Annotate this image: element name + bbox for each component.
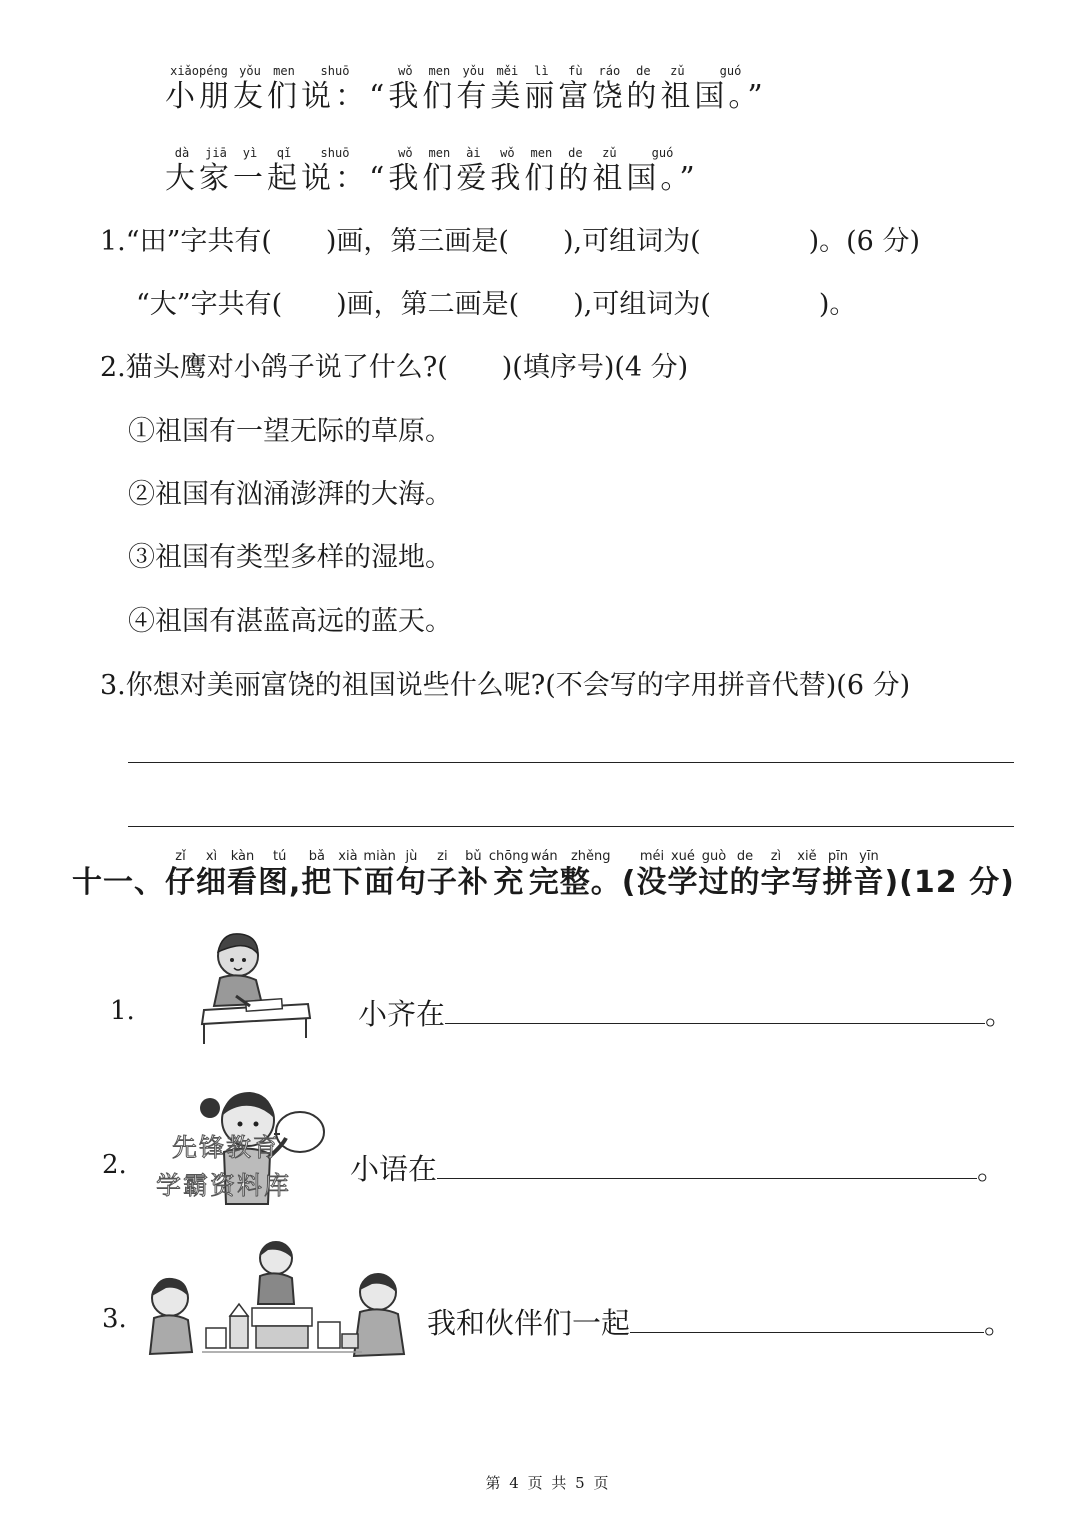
poem-line-2-char-4	[301, 146, 369, 198]
poem-line-2-pinyin: dà	[174, 146, 190, 160]
question-1-line-2: “大”字共有( )画，第二画是( ),可组词为( )。	[136, 289, 857, 320]
section-11-heading-pinyin: xué	[670, 849, 695, 864]
watermark-line-1: 先锋教育	[172, 1133, 281, 1162]
item-1-blank[interactable]	[445, 995, 985, 1024]
poem-line-1-pinyin: zǔ	[670, 64, 685, 78]
section-11-heading-hanzi: 没	[636, 865, 668, 900]
poem-line-1-pinyin: guó	[719, 64, 742, 78]
poem-line-1-hanzi: 说：	[301, 79, 369, 114]
poem-line-2-hanzi: 的	[558, 161, 593, 196]
item-2-prefix: 小语在	[350, 1152, 438, 1186]
question-2-stem: 2.猫头鹰对小鸽子说了什么?( )(填序号)(4 分)	[100, 352, 689, 383]
section-11-heading-pinyin: pīn	[827, 849, 848, 864]
section-11-heading-hanzi: 下	[332, 865, 364, 900]
item-3-prefix: 我和伙伴们一起	[427, 1306, 631, 1340]
item-1-sentence	[358, 992, 1014, 1033]
section-11-heading-char-2	[196, 850, 227, 902]
section-11-heading-pinyin: bǔ	[465, 849, 482, 864]
section-11-heading-char-21	[822, 850, 853, 902]
poem-line-1-pinyin: fù	[568, 64, 583, 78]
section-11-heading-hanzi: 音	[853, 865, 885, 900]
poem-line-2-char-13	[626, 146, 698, 198]
item-2-sentence	[350, 1147, 1006, 1188]
section-11-heading-char-1	[165, 850, 196, 902]
item-1-end: 。	[985, 997, 1015, 1031]
section-11-heading-char-9	[427, 850, 458, 902]
poem-line-2-pinyin: de	[568, 146, 583, 160]
section-11-heading-pinyin: miàn	[363, 849, 396, 864]
poem-line-2-char-10	[524, 146, 558, 198]
poem-line-2-char-12	[592, 146, 626, 198]
option-2: ②祖国有汹涌澎湃的大海。	[128, 479, 452, 510]
poem-line-1-pinyin: wǒ	[398, 64, 413, 78]
poem-line-2-char-1	[199, 146, 233, 198]
poem-line-1-char-10	[558, 64, 592, 116]
section-11-heading-pinyin: zi	[437, 849, 448, 864]
kids-blocks-illustration	[142, 1236, 414, 1366]
poem-line-1-hanzi: 我	[388, 79, 423, 114]
watermark-line-2: 学霸资料库	[156, 1171, 292, 1200]
poem-line-2-char-6	[388, 146, 422, 198]
section-11-heading-char-8	[396, 850, 427, 902]
poem-line-1-hanzi: 们	[422, 79, 457, 114]
poem-line-2-pinyin: guó	[651, 146, 674, 160]
section-11-heading-hanzi: 完	[528, 865, 560, 900]
poem-line-1-hanzi: 饶	[592, 79, 627, 114]
poem-line-1-pinyin: měi	[496, 64, 519, 78]
poem-line-1-pinyin: yǒu	[239, 64, 261, 78]
item-2-number: 2.	[102, 1150, 127, 1180]
section-11-heading-hanzi: 写	[791, 865, 823, 900]
poem-line-1-char-14	[694, 64, 766, 116]
poem-line-2-hanzi: 大	[165, 161, 199, 196]
poem-line-1-hanzi: 的	[626, 79, 661, 114]
poem-line-1-char-1	[233, 64, 267, 116]
item-3-end: 。	[984, 1306, 1014, 1340]
poem-line-1-pinyin: lì	[534, 64, 549, 78]
section-11-heading-hanzi: 把	[301, 865, 333, 900]
poem-line-1-pinyin: men	[273, 64, 295, 78]
poem-line-2-hanzi: 起	[267, 161, 301, 196]
section-11-heading-char-4	[258, 850, 301, 902]
section-11-heading-char-19	[760, 850, 791, 902]
poem-line-1-char-2	[267, 64, 301, 116]
poem-line-1-hanzi: 们	[267, 79, 301, 114]
section-11-heading-hanzi: 的	[729, 865, 761, 900]
poem-line-2-hanzi: 国。”	[626, 161, 699, 196]
section-11-heading-char-13	[560, 850, 622, 902]
answer-line-1[interactable]	[128, 762, 1014, 763]
poem-line-1-pinyin: de	[636, 64, 651, 78]
section-11-heading-hanzi: 图,	[258, 865, 302, 900]
section-11-heading-char-12	[529, 850, 560, 902]
item-2-end: 。	[977, 1152, 1007, 1186]
poem-line-2-char-0	[165, 146, 199, 198]
poem-line-2-pinyin: wǒ	[398, 146, 413, 160]
section-11-heading-pinyin: tú	[273, 849, 287, 864]
poem-line-2-char-3	[267, 146, 301, 198]
poem-line-2-char-7	[422, 146, 456, 198]
section-11-heading-pinyin: zǐ	[175, 849, 186, 864]
section-11-heading-pinyin: xì	[205, 849, 218, 864]
poem-line-1-hanzi: 美	[490, 79, 525, 114]
section-11-heading-pinyin: zhěng	[570, 849, 611, 864]
poem-line-1-hanzi: 丽	[524, 79, 559, 114]
poem-line-2-hanzi: 们	[422, 161, 457, 196]
poem-line-1-hanzi: 富	[558, 79, 593, 114]
poem-line-1-hanzi: 友	[233, 79, 267, 114]
poem-line-1-pinyin: yǒu	[462, 64, 485, 78]
poem-line-2-char-11	[558, 146, 592, 198]
poem-line-1-hanzi: 小朋	[165, 79, 233, 114]
item-3-sentence	[427, 1301, 1013, 1342]
section-11-heading-pinyin: kàn	[230, 849, 255, 864]
question-3-stem: 3.你想对美丽富饶的祖国说些什么呢?(不会写的字用拼音代替)(6 分)	[100, 670, 911, 701]
poem-line-1	[165, 64, 767, 116]
option-3: ③祖国有类型多样的湿地。	[128, 542, 452, 573]
poem-line-1-hanzi: 祖	[660, 79, 695, 114]
section-11-heading-hanzi: 字	[760, 865, 792, 900]
poem-line-1-pinyin: men	[428, 64, 451, 78]
page-footer: 第 4 页 共 5 页	[485, 1474, 611, 1492]
poem-line-2	[165, 146, 699, 198]
poem-line-2-pinyin: qǐ	[276, 146, 292, 160]
section-11-heading-pinyin: yīn	[859, 849, 879, 864]
section-11-heading-char-17	[698, 850, 729, 902]
section-11-heading-char-3	[227, 850, 258, 902]
section-11-heading-hanzi: 十一、	[72, 865, 165, 900]
answer-line-2[interactable]	[128, 826, 1014, 827]
poem-line-1-hanzi: “	[369, 79, 389, 114]
poem-line-1-char-3	[301, 64, 369, 116]
section-11-heading-hanzi: (	[621, 865, 637, 900]
poem-line-1-char-13	[660, 64, 694, 116]
poem-line-2-hanzi: 我	[490, 161, 525, 196]
poem-line-1-hanzi: 有	[456, 79, 491, 114]
item-1-prefix: 小齐在	[358, 997, 446, 1031]
section-11-heading-pinyin: chōng	[488, 849, 529, 864]
poem-line-2-hanzi: 们	[524, 161, 559, 196]
section-11-heading-char-10	[458, 850, 489, 902]
poem-line-2-pinyin: yì	[242, 146, 258, 160]
poem-line-1-char-12	[626, 64, 660, 116]
item-3-number: 3.	[102, 1304, 127, 1334]
section-11-heading-pinyin: wán	[530, 849, 558, 864]
section-11-heading-hanzi: 补	[457, 865, 489, 900]
poem-line-2-char-8	[456, 146, 490, 198]
section-11-heading-char-5	[301, 850, 332, 902]
section-11-heading-hanzi: 句	[395, 865, 427, 900]
boy-writing-illustration	[196, 926, 314, 1048]
poem-line-1-char-9	[524, 64, 558, 116]
item-1-number: 1.	[110, 996, 135, 1026]
poem-line-2-pinyin: men	[428, 146, 451, 160]
section-11-heading-pinyin: de	[736, 849, 754, 864]
poem-line-1-char-4	[369, 64, 388, 116]
section-11-heading-hanzi: 看	[227, 865, 258, 900]
section-11-heading-char-22	[853, 850, 884, 902]
poem-line-2-char-9	[490, 146, 524, 198]
section-11-heading	[72, 850, 1015, 902]
poem-line-1-hanzi: 国。”	[694, 79, 767, 114]
section-11-heading-char-14	[622, 850, 637, 902]
poem-line-2-hanzi: 祖	[592, 161, 627, 196]
poem-line-2-hanzi: 爱	[456, 161, 491, 196]
poem-line-1-char-6	[422, 64, 456, 116]
poem-line-1-char-8	[490, 64, 524, 116]
poem-line-2-hanzi: 我	[388, 161, 423, 196]
section-11-heading-char-18	[729, 850, 760, 902]
section-11-heading-char-6	[332, 850, 363, 902]
poem-line-2-pinyin: men	[530, 146, 553, 160]
section-11-heading-pinyin: jù	[405, 849, 418, 864]
section-11-heading-pinyin: zì	[770, 849, 782, 864]
poem-line-1-pinyin: xiǎopéng	[170, 64, 228, 78]
question-1-line-1: 1.“田”字共有( )画，第三画是( ),可组词为( )。(6 分)	[100, 226, 920, 257]
section-11-heading-char-7	[363, 850, 395, 902]
section-11-heading-pinyin: bǎ	[308, 849, 326, 864]
section-11-heading-char-15	[636, 850, 667, 902]
option-4: ④祖国有湛蓝高远的蓝天。	[128, 606, 452, 637]
section-11-heading-hanzi: 学	[667, 865, 699, 900]
item-3-blank[interactable]	[630, 1304, 984, 1333]
section-11-heading-hanzi: 面	[364, 865, 396, 900]
section-11-heading-hanzi: 整。	[559, 865, 622, 900]
poem-line-1-pinyin: ráo	[598, 64, 621, 78]
poem-line-2-pinyin: jiā	[205, 146, 227, 160]
section-11-heading-pinyin: xià	[338, 849, 358, 864]
section-11-heading-pinyin: méi	[639, 849, 665, 864]
poem-line-2-pinyin: shuō	[320, 146, 350, 160]
poem-line-2-char-2	[233, 146, 267, 198]
section-11-heading-char-0	[72, 850, 165, 902]
poem-line-2-pinyin: ài	[466, 146, 481, 160]
option-1: ①祖国有一望无际的草原。	[128, 416, 452, 447]
section-11-heading-hanzi: 仔	[165, 865, 196, 900]
poem-line-2-hanzi: 一	[233, 161, 267, 196]
section-11-heading-hanzi: 充	[493, 865, 525, 900]
poem-line-2-hanzi: 家	[199, 161, 233, 196]
section-11-heading-char-11	[489, 850, 529, 902]
section-11-heading-pinyin: xiě	[797, 849, 817, 864]
section-11-heading-hanzi: 过	[698, 865, 730, 900]
poem-line-1-char-5	[388, 64, 422, 116]
item-2-blank[interactable]	[437, 1150, 977, 1179]
section-11-heading-char-16	[667, 850, 698, 902]
poem-line-2-hanzi: 说：	[301, 161, 369, 196]
section-11-heading-hanzi: 细	[196, 865, 227, 900]
poem-line-1-pinyin: shuō	[320, 64, 350, 78]
poem-line-2-char-5	[369, 146, 388, 198]
poem-line-2-pinyin: wǒ	[500, 146, 515, 160]
section-11-heading-pinyin: guò	[701, 849, 727, 864]
section-11-heading-hanzi: 拼	[822, 865, 854, 900]
poem-line-2-pinyin: zǔ	[602, 146, 617, 160]
section-11-heading-hanzi: 子	[426, 865, 458, 900]
section-11-heading-char-23	[884, 850, 1014, 902]
poem-line-1-char-11	[592, 64, 626, 116]
section-11-heading-char-20	[791, 850, 822, 902]
poem-line-2-hanzi: “	[369, 161, 389, 196]
poem-line-1-char-7	[456, 64, 490, 116]
poem-line-1-char-0	[165, 64, 233, 116]
section-11-heading-hanzi: )(12 分)	[884, 865, 1015, 900]
